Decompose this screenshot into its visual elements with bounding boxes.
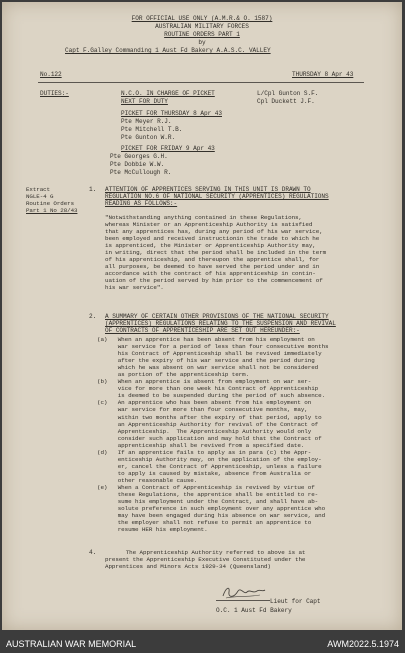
item-number: 1. [89,186,97,193]
paragraph-line: been employed and received instructionin the trade to which he [105,235,320,243]
extract-label: Part 1 No 28/43 [26,207,78,214]
item2-heading: A SUMMARY OF CERTAIN OTHER PROVISIONS OF THE NATIONAL SECURITY [105,313,329,320]
picket-member: Pte Gunton W.R. [121,134,176,141]
item1-heading: REGULATION NO.6 OF NATIONAL SECURITY (APPRENTICES) REGULATIONS [105,193,329,200]
picket-member: Pte Meyer R.J. [121,118,172,125]
order-number: No.122 [40,71,62,78]
item1-body [105,214,326,292]
item4-body [105,549,305,570]
paragraph-line: (b) When an apprentice is absent from employment on war ser- [97,378,312,386]
extract-label: Routine Orders [26,200,75,207]
paragraph-line: whereas Minister or an Apprenticeship Authority is satisfied [105,221,313,229]
paragraph-line: (a) When an apprentice has been absent from his employment on [97,336,315,343]
footer-institution: AUSTRALIAN WAR MEMORIAL [6,639,137,649]
picket-member: Pte McCullough R. [110,169,172,176]
paragraph-line: uation of the period served by him prior to the commencement of [105,277,323,285]
paragraph-line: as portion of the apprenticeship term. [97,371,250,379]
paragraph-line: within two months after the expiry of that period, apply to [97,413,322,421]
paragraph-line: (c) An apprentice who has been absent from his employment on [97,399,312,407]
paragraph-line: that any apprentices has, during any period of his war service, [105,228,323,236]
paragraph-line: consider such application and may hold that the Contract of [97,434,322,442]
paragraph-line: is deemed to be suspended during the period of such absence. [97,392,326,400]
paragraph-line: all purposes, be deemed to have served the period under and in [105,263,320,271]
picket-friday-title: PICKET FOR FRIDAY 9 Apr 43 [121,145,215,152]
paragraph-line: his war service". [105,284,164,292]
duties-label: DUTIES:- [40,90,69,97]
paragraph-line: enticeship Authority may, on the application of the employ- [97,455,322,463]
extract-label: NGLE-4 G [26,193,54,200]
header-rule [38,82,364,83]
paragraph-line: (e) When a Contract of Apprenticeship is revived by virtue of [97,483,315,491]
paragraph-line: solute preference in such employment over any apprentice who [97,505,326,513]
paragraph-line: other reasonable cause. [97,476,198,484]
paragraph-line: his Contract of Apprenticeship shall be revived immediately [97,350,322,358]
signoff-unit: O.C. 1 Aust Fd Bakery [216,607,292,614]
paragraph-line: Apprenticeship. The Apprenticeship Authority would only [97,427,312,435]
paragraph-line: present the Apprenticeship Executive Constituted under the [105,556,306,564]
picket-member: Pte Dobbie W.W. [110,161,165,168]
signoff-rank: Lieut for Capt [270,598,321,605]
forces-line: AUSTRALIAN MILITARY FORCES [155,23,249,30]
archive-footer [0,638,405,653]
item2-body [97,336,328,533]
picket-member: Pte Georges G.H. [110,153,168,160]
orders-title: ROUTINE ORDERS PART 1 [164,31,240,38]
document-page [2,2,402,630]
paragraph-line: er, cancel the Contract of Apprenticeship, unless a failure [97,462,322,470]
paragraph-line: the employer shall not refuse to permit an apprentice to [97,519,312,527]
nco-label: N.C.O. IN CHARGE OF PICKET [121,90,215,97]
next-duty-label: NEXT FOR DUTY [121,98,168,105]
paragraph-line: to apply is caused by mistake, absence from Australia or [97,469,312,477]
paragraph-line: apprenticeship shall be revived from a specified date. [97,441,305,449]
signature-rule [216,600,270,601]
paragraph-line: these Regulations, the apprentice shall be entitled to re- [97,491,319,499]
footer-catalogue-number: AWM2022.5.1974 [327,639,399,649]
paragraph-line: an Apprenticeship Authority for revival of the Contract of [97,420,319,428]
paragraph-line: war service for a period of less than four consecutive months [97,343,329,351]
classification-line: FOR OFFICIAL USE ONLY (A.M.R.& O. 1587) [131,15,273,22]
item1-heading: READING AS FOLLOWS:- [105,200,178,207]
order-date: THURSDAY 8 Apr 43 [292,71,354,78]
paragraph-line: accordance with the contract of his apprenticeship in contin- [105,270,316,278]
picket-member: Pte Mitchell T.B. [121,126,183,133]
paragraph-line: in writing, direct that the period shall be included in the term [105,249,327,257]
paragraph-line: (d) If an apprentice fails to apply as in para (c) the Appr- [97,448,312,456]
paragraph-line: may have been engaged during his absence on war service, and [97,512,326,520]
extract-label: Extract [26,186,51,193]
paragraph-line: sume his employment under the Contract, and shall have ab- [97,498,319,506]
item-number: 2. [89,313,97,320]
nco-name: L/Cpl Gunton S.F. [257,90,319,97]
paragraph-line: vice for more than one week his Contract of Apprenticeship [97,385,319,393]
paragraph-line: war service for more than four consecutive months, may, [97,406,308,414]
paragraph-line: is apprenticed, the Minister or Apprenticeship Authority may, [105,242,316,250]
item1-heading: ATTENTION OF APPRENTICES SERVING IN THIS UNIT IS DRAWN TO [105,186,311,193]
paragraph-line: The Apprenticeship Authority referred to above is at [105,549,306,556]
signature-mark [220,583,266,601]
paragraph-line: which he was absent on war service shall not be considered [97,364,319,372]
paragraph-line: of his apprenticeship, and thereupon the apprentice shall, for [105,256,320,264]
item-number: 4. [89,549,97,556]
by-line: by [198,39,206,46]
commander-line: Capt F.Galley Commanding 1 Aust Fd Bakery A.A.S.C. VALLEY [65,47,271,54]
paragraph-line: resume HER his employment. [97,526,208,534]
paragraph-line: Apprentices and Minors Acts 1929-34 (Queensland) [105,563,271,571]
paragraph-line: after the expiry of his war service and the period during [97,357,315,365]
picket-thursday-title: PICKET FOR THURSDAY 8 Apr 43 [121,110,222,117]
paragraph-line: "Notwithstanding anything contained in these Regulations, [105,214,302,221]
item2-heading: OF CONTRACTS OF APPRENTICESHIP ARE SET OUT HEREUNDER:- [105,327,300,334]
item2-heading: (APPRENTICES) REGULATIONS RELATING TO THE SUSPENSION AND REVIVAL [105,320,336,327]
next-duty-name: Cpl Duckett J.F. [257,98,315,105]
